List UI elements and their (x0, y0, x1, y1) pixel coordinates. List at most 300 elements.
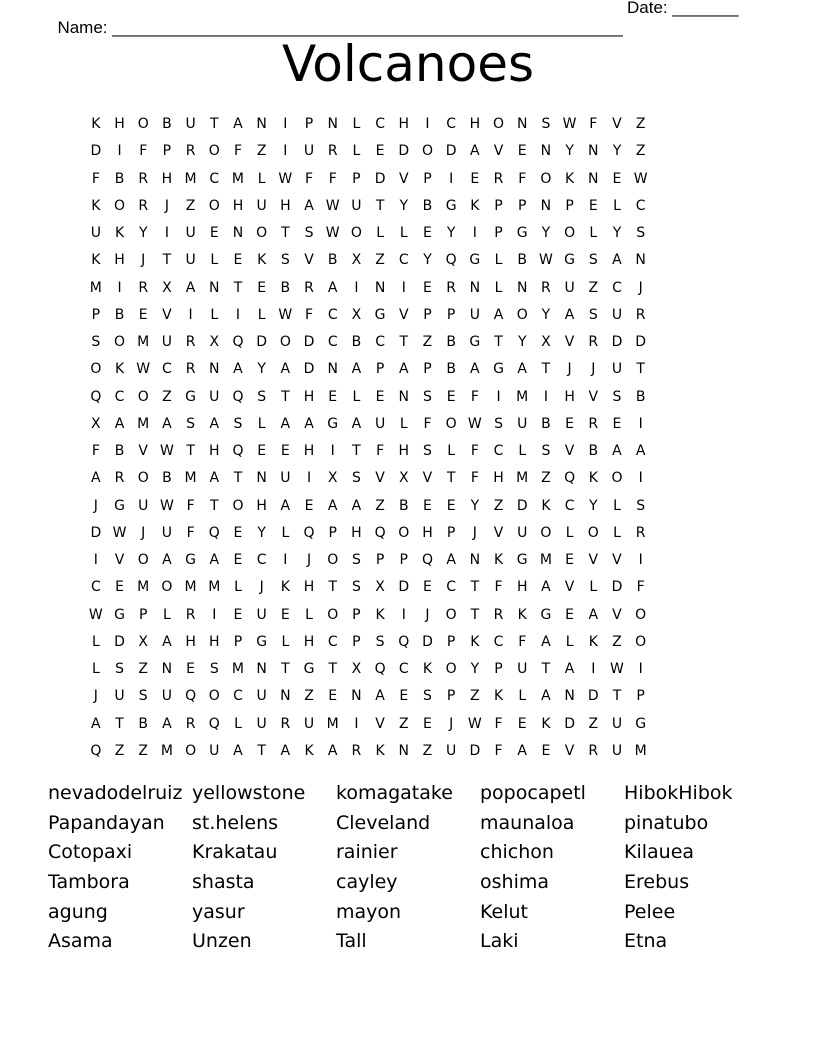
grid-cell[interactable]: L (91, 661, 100, 677)
grid-cell[interactable]: E (423, 225, 432, 241)
grid-cell[interactable]: G (564, 252, 576, 269)
grid-cell[interactable]: M (160, 742, 173, 759)
grid-cell[interactable]: V (398, 170, 409, 187)
grid-cell[interactable]: T (636, 361, 645, 378)
grid-cell[interactable]: C (375, 116, 385, 132)
grid-cell[interactable]: T (210, 497, 219, 514)
grid-cell[interactable]: P (375, 552, 385, 568)
grid-cell[interactable]: C (90, 579, 101, 596)
grid-cell[interactable]: U (280, 470, 291, 487)
grid-cell[interactable]: L (613, 524, 621, 541)
grid-cell[interactable]: K (280, 579, 290, 596)
grid-cell[interactable]: T (233, 279, 243, 296)
grid-cell[interactable]: A (209, 552, 220, 568)
grid-cell[interactable]: A (162, 715, 172, 732)
grid-cell[interactable]: G (540, 606, 552, 623)
grid-cell[interactable]: U (303, 715, 315, 732)
grid-cell[interactable]: R (185, 606, 196, 623)
grid-cell[interactable]: T (399, 334, 409, 350)
grid-cell[interactable]: R (541, 279, 551, 296)
grid-cell[interactable]: V (422, 470, 433, 487)
grid-cell[interactable]: O (398, 524, 410, 541)
grid-cell[interactable]: Y (138, 225, 148, 241)
grid-cell[interactable]: G (114, 606, 125, 623)
grid-cell[interactable]: L (352, 388, 361, 405)
grid-cell[interactable]: B (162, 116, 172, 132)
grid-cell[interactable]: A (351, 361, 362, 378)
grid-cell[interactable]: P (138, 606, 148, 623)
grid-cell[interactable]: O (185, 742, 197, 759)
grid-cell[interactable]: C (493, 443, 504, 459)
grid-cell[interactable]: A (351, 497, 362, 514)
grid-cell[interactable]: Q (208, 524, 220, 541)
grid-cell[interactable]: K (375, 742, 385, 759)
grid-cell[interactable]: C (612, 279, 622, 296)
grid-cell[interactable]: P (352, 606, 361, 623)
grid-cell[interactable]: E (375, 143, 385, 160)
grid-cell[interactable]: W (159, 497, 174, 514)
grid-cell[interactable]: I (306, 470, 312, 487)
grid-cell[interactable]: P (162, 143, 172, 160)
grid-cell[interactable]: K (91, 116, 101, 132)
grid-cell[interactable]: Z (541, 470, 551, 487)
grid-cell[interactable]: Z (398, 715, 409, 732)
grid-cell[interactable]: W (88, 606, 103, 623)
grid-cell[interactable]: O (114, 334, 126, 350)
grid-cell[interactable]: E (612, 170, 622, 187)
grid-cell[interactable]: A (588, 606, 599, 623)
grid-cell[interactable]: F (139, 143, 148, 160)
grid-cell[interactable]: Y (399, 197, 409, 214)
grid-cell[interactable]: P (517, 197, 527, 214)
grid-cell[interactable]: D (90, 143, 102, 160)
grid-cell[interactable]: F (470, 470, 479, 487)
grid-cell[interactable]: T (494, 334, 503, 350)
grid-cell[interactable]: Y (612, 143, 622, 160)
grid-cell[interactable]: U (256, 606, 267, 623)
grid-cell[interactable]: W (159, 443, 174, 459)
grid-cell[interactable]: K (114, 225, 125, 241)
grid-cell[interactable]: D (374, 170, 386, 187)
grid-cell[interactable]: F (518, 633, 527, 650)
grid-cell[interactable]: Z (138, 661, 149, 677)
grid-cell[interactable]: S (588, 306, 598, 323)
grid-cell[interactable]: X (375, 579, 385, 596)
grid-cell[interactable]: C (256, 552, 267, 568)
grid-cell[interactable]: T (162, 252, 172, 269)
grid-cell[interactable]: N (516, 279, 528, 296)
grid-cell[interactable]: R (138, 197, 149, 214)
grid-cell[interactable]: D (256, 334, 268, 350)
grid-cell[interactable]: T (375, 197, 385, 214)
grid-cell[interactable]: P (494, 661, 503, 677)
grid-cell[interactable]: G (185, 552, 197, 568)
grid-cell[interactable]: D (445, 143, 457, 160)
grid-cell[interactable]: P (399, 552, 408, 568)
grid-cell[interactable]: R (635, 524, 646, 541)
grid-cell[interactable]: E (233, 252, 243, 269)
grid-cell[interactable]: Y (541, 225, 551, 241)
grid-cell[interactable]: A (470, 361, 480, 378)
grid-cell[interactable]: N (516, 116, 528, 132)
grid-cell[interactable]: Q (445, 252, 457, 269)
grid-cell[interactable]: F (494, 579, 503, 596)
grid-cell[interactable]: W (467, 415, 482, 432)
grid-cell[interactable]: T (210, 116, 219, 132)
grid-cell[interactable]: N (256, 470, 267, 487)
grid-cell[interactable]: D (611, 579, 623, 596)
grid-cell[interactable]: U (517, 661, 528, 677)
grid-cell[interactable]: I (425, 116, 430, 132)
grid-cell[interactable]: B (138, 715, 149, 732)
grid-cell[interactable]: A (304, 197, 314, 214)
grid-cell[interactable]: E (517, 715, 527, 732)
grid-cell[interactable]: N (374, 279, 386, 296)
grid-cell[interactable]: U (90, 225, 101, 241)
grid-cell[interactable]: S (375, 633, 385, 650)
grid-cell[interactable]: A (327, 279, 338, 296)
grid-cell[interactable]: N (209, 279, 220, 296)
grid-cell[interactable]: M (137, 334, 150, 350)
grid-cell[interactable]: A (470, 143, 480, 160)
grid-cell[interactable]: P (91, 306, 101, 323)
grid-cell[interactable]: K (493, 552, 504, 568)
grid-cell[interactable]: D (422, 633, 433, 650)
grid-cell[interactable]: A (280, 742, 291, 759)
grid-cell[interactable]: H (351, 524, 362, 541)
grid-cell[interactable]: C (375, 334, 385, 350)
grid-cell[interactable]: Q (232, 388, 244, 405)
grid-cell[interactable]: L (163, 606, 171, 623)
grid-cell[interactable]: I (164, 225, 169, 241)
grid-cell[interactable]: W (562, 116, 577, 132)
grid-cell[interactable]: P (636, 688, 645, 705)
grid-cell[interactable]: J (449, 715, 454, 732)
grid-cell[interactable]: L (91, 633, 100, 650)
grid-cell[interactable]: E (612, 415, 622, 432)
grid-cell[interactable]: Q (185, 688, 197, 705)
grid-cell[interactable]: M (516, 470, 529, 487)
grid-cell[interactable]: W (633, 170, 648, 187)
grid-cell[interactable]: E (423, 715, 432, 732)
grid-cell[interactable]: V (564, 742, 575, 759)
grid-cell[interactable]: Y (612, 225, 622, 241)
grid-cell[interactable]: K (91, 197, 101, 214)
grid-cell[interactable]: H (185, 633, 196, 650)
grid-cell[interactable]: G (303, 661, 315, 677)
grid-cell[interactable]: R (138, 279, 149, 296)
grid-cell[interactable]: S (541, 443, 551, 459)
grid-cell[interactable]: O (445, 661, 457, 677)
grid-cell[interactable]: A (162, 552, 172, 568)
grid-cell[interactable]: G (469, 252, 481, 269)
grid-cell[interactable]: S (209, 661, 219, 677)
grid-cell[interactable]: K (257, 252, 267, 269)
grid-cell[interactable]: E (328, 688, 338, 705)
grid-cell[interactable]: Y (257, 524, 266, 541)
grid-cell[interactable]: O (114, 197, 126, 214)
grid-cell[interactable]: P (446, 306, 456, 323)
grid-cell[interactable]: I (401, 606, 406, 623)
grid-cell[interactable]: L (565, 633, 574, 650)
grid-cell[interactable]: D (303, 334, 315, 350)
grid-cell[interactable]: Q (398, 633, 410, 650)
grid-cell[interactable]: X (209, 334, 220, 350)
grid-cell[interactable]: A (564, 661, 575, 677)
grid-cell[interactable]: J (93, 497, 98, 514)
grid-cell[interactable]: Q (374, 661, 386, 677)
grid-cell[interactable]: S (636, 225, 646, 241)
grid-cell[interactable]: L (234, 715, 242, 732)
grid-cell[interactable]: L (352, 143, 361, 160)
grid-cell[interactable]: U (256, 715, 267, 732)
grid-cell[interactable]: J (93, 688, 98, 705)
grid-cell[interactable]: L (399, 415, 408, 432)
grid-cell[interactable]: T (612, 688, 622, 705)
grid-cell[interactable]: I (401, 279, 406, 296)
grid-cell[interactable]: O (564, 225, 576, 241)
grid-cell[interactable]: X (351, 306, 362, 323)
grid-cell[interactable]: M (137, 579, 150, 596)
grid-cell[interactable]: E (565, 415, 575, 432)
grid-cell[interactable]: S (494, 415, 503, 432)
grid-cell[interactable]: P (423, 306, 432, 323)
grid-cell[interactable]: Y (423, 252, 432, 269)
grid-cell[interactable]: R (185, 334, 196, 350)
grid-cell[interactable]: M (184, 170, 197, 187)
grid-cell[interactable]: I (543, 388, 548, 405)
grid-cell[interactable]: W (112, 524, 127, 541)
grid-cell[interactable]: F (328, 170, 337, 187)
grid-cell[interactable]: O (635, 633, 647, 650)
grid-cell[interactable]: L (210, 252, 219, 269)
grid-cell[interactable]: H (209, 633, 220, 650)
grid-cell[interactable]: X (138, 633, 149, 650)
grid-cell[interactable]: L (257, 306, 266, 323)
grid-cell[interactable]: P (494, 225, 503, 241)
grid-cell[interactable]: Y (446, 225, 456, 241)
grid-cell[interactable]: A (185, 279, 196, 296)
grid-cell[interactable]: K (588, 470, 598, 487)
grid-cell[interactable]: C (446, 116, 457, 132)
grid-cell[interactable]: J (425, 606, 430, 623)
grid-cell[interactable]: N (635, 252, 646, 269)
grid-cell[interactable]: Z (493, 497, 504, 514)
grid-cell[interactable]: R (588, 334, 599, 350)
grid-cell[interactable]: F (305, 306, 314, 323)
grid-cell[interactable]: M (208, 579, 221, 596)
grid-cell[interactable]: C (398, 252, 409, 269)
grid-cell[interactable]: U (256, 197, 267, 214)
grid-cell[interactable]: Y (257, 361, 266, 378)
grid-cell[interactable]: Y (517, 334, 527, 350)
grid-cell[interactable]: M (137, 415, 150, 432)
grid-cell[interactable]: O (208, 143, 220, 160)
grid-cell[interactable]: W (278, 306, 293, 323)
grid-cell[interactable]: D (587, 688, 599, 705)
grid-cell[interactable]: P (352, 633, 361, 650)
grid-cell[interactable]: Q (232, 443, 244, 459)
grid-cell[interactable]: S (304, 225, 314, 241)
grid-cell[interactable]: N (469, 279, 481, 296)
grid-cell[interactable]: N (351, 688, 362, 705)
grid-cell[interactable]: B (446, 361, 456, 378)
grid-cell[interactable]: J (638, 279, 643, 296)
grid-cell[interactable]: M (184, 470, 197, 487)
grid-cell[interactable]: M (516, 388, 529, 405)
grid-cell[interactable]: U (209, 388, 220, 405)
grid-cell[interactable]: A (304, 415, 314, 432)
grid-cell[interactable]: T (328, 579, 337, 596)
grid-cell[interactable]: F (518, 170, 527, 187)
grid-cell[interactable]: I (212, 606, 217, 623)
grid-cell[interactable]: E (233, 606, 243, 623)
grid-cell[interactable]: W (610, 661, 624, 677)
grid-cell[interactable]: Z (422, 334, 433, 350)
grid-cell[interactable]: F (494, 715, 503, 732)
grid-cell[interactable]: F (91, 443, 100, 459)
grid-cell[interactable]: R (351, 742, 362, 759)
grid-cell[interactable]: O (587, 524, 599, 541)
grid-cell[interactable]: X (91, 415, 101, 432)
grid-cell[interactable]: O (445, 415, 457, 432)
grid-cell[interactable]: A (375, 688, 385, 705)
grid-cell[interactable]: H (303, 443, 315, 459)
grid-cell[interactable]: K (565, 170, 575, 187)
grid-cell[interactable]: T (281, 225, 290, 241)
grid-cell[interactable]: A (233, 361, 243, 378)
grid-cell[interactable]: I (638, 661, 643, 677)
grid-cell[interactable]: K (470, 633, 480, 650)
grid-cell[interactable]: O (445, 606, 457, 623)
grid-cell[interactable]: I (283, 552, 288, 568)
grid-cell[interactable]: H (516, 579, 528, 596)
grid-cell[interactable]: O (90, 361, 102, 378)
grid-cell[interactable]: L (518, 688, 527, 705)
grid-cell[interactable]: I (283, 143, 288, 160)
grid-cell[interactable]: J (141, 252, 146, 269)
grid-cell[interactable]: S (423, 388, 432, 405)
grid-cell[interactable]: E (565, 606, 575, 623)
grid-cell[interactable]: A (564, 306, 575, 323)
grid-cell[interactable]: P (494, 197, 503, 214)
grid-cell[interactable]: H (114, 252, 125, 269)
grid-cell[interactable]: S (91, 334, 101, 350)
grid-cell[interactable]: A (612, 443, 622, 459)
grid-cell[interactable]: A (635, 443, 646, 459)
grid-cell[interactable]: I (283, 116, 288, 132)
grid-cell[interactable]: V (612, 606, 622, 623)
grid-cell[interactable]: A (351, 415, 362, 432)
grid-cell[interactable]: R (588, 742, 599, 759)
grid-cell[interactable]: I (472, 225, 477, 241)
grid-cell[interactable]: D (611, 334, 623, 350)
grid-cell[interactable]: V (375, 470, 385, 487)
grid-cell[interactable]: A (541, 579, 551, 596)
grid-cell[interactable]: O (208, 688, 220, 705)
grid-cell[interactable]: W (278, 170, 293, 187)
grid-cell[interactable]: E (423, 497, 432, 514)
grid-cell[interactable]: O (540, 524, 552, 541)
grid-cell[interactable]: O (327, 552, 339, 568)
grid-cell[interactable]: D (516, 497, 528, 514)
grid-cell[interactable]: O (327, 606, 339, 623)
grid-cell[interactable]: G (469, 334, 481, 350)
grid-cell[interactable]: R (185, 715, 196, 732)
grid-cell[interactable]: R (280, 715, 291, 732)
grid-cell[interactable]: K (422, 661, 433, 677)
grid-cell[interactable]: I (330, 443, 335, 459)
grid-cell[interactable]: H (469, 116, 481, 132)
grid-cell[interactable]: E (115, 579, 124, 596)
grid-cell[interactable]: C (162, 361, 172, 378)
name-field[interactable]: Name: ______________________________________________________ (57, 18, 623, 37)
grid-cell[interactable]: Z (470, 688, 480, 705)
grid-cell[interactable]: L (565, 524, 574, 541)
grid-cell[interactable]: G (374, 306, 386, 323)
grid-cell[interactable]: U (517, 415, 528, 432)
grid-cell[interactable]: C (209, 170, 220, 187)
grid-cell[interactable]: V (398, 306, 409, 323)
grid-cell[interactable]: Q (90, 388, 102, 405)
grid-cell[interactable]: W (538, 252, 553, 269)
grid-cell[interactable]: H (161, 170, 173, 187)
grid-cell[interactable]: H (114, 116, 125, 132)
grid-cell[interactable]: U (611, 361, 623, 378)
grid-cell[interactable]: V (612, 116, 622, 132)
grid-cell[interactable]: A (91, 715, 101, 732)
grid-cell[interactable]: B (280, 279, 291, 296)
grid-cell[interactable]: L (234, 579, 242, 596)
grid-cell[interactable]: L (257, 415, 266, 432)
grid-cell[interactable]: L (210, 306, 219, 323)
grid-cell[interactable]: K (541, 497, 551, 514)
grid-cell[interactable]: K (493, 688, 504, 705)
grid-cell[interactable]: L (494, 279, 503, 296)
grid-cell[interactable]: E (375, 388, 385, 405)
grid-cell[interactable]: B (398, 497, 409, 514)
grid-cell[interactable]: E (446, 497, 456, 514)
grid-cell[interactable]: T (470, 579, 480, 596)
grid-cell[interactable]: U (161, 334, 173, 350)
grid-cell[interactable]: C (398, 661, 409, 677)
grid-cell[interactable]: U (469, 306, 480, 323)
grid-cell[interactable]: U (185, 252, 196, 269)
grid-cell[interactable]: J (591, 361, 596, 378)
grid-cell[interactable]: D (398, 579, 410, 596)
grid-cell[interactable]: L (399, 225, 408, 241)
grid-cell[interactable]: U (351, 197, 362, 214)
grid-cell[interactable]: Z (138, 742, 149, 759)
grid-cell[interactable]: S (351, 579, 361, 596)
grid-cell[interactable]: O (611, 470, 623, 487)
grid-cell[interactable]: B (422, 197, 433, 214)
grid-cell[interactable]: Z (375, 252, 385, 269)
grid-cell[interactable]: A (517, 361, 527, 378)
grid-cell[interactable]: S (115, 661, 124, 677)
grid-cell[interactable]: Q (374, 524, 386, 541)
grid-cell[interactable]: T (115, 715, 124, 732)
grid-cell[interactable]: X (541, 334, 551, 350)
grid-cell[interactable]: S (233, 415, 243, 432)
grid-cell[interactable]: E (541, 742, 551, 759)
grid-cell[interactable]: B (327, 252, 338, 269)
grid-cell[interactable]: G (516, 552, 528, 568)
grid-cell[interactable]: G (327, 415, 339, 432)
grid-cell[interactable]: U (209, 742, 220, 759)
grid-cell[interactable]: Z (375, 497, 385, 514)
grid-cell[interactable]: O (208, 197, 220, 214)
